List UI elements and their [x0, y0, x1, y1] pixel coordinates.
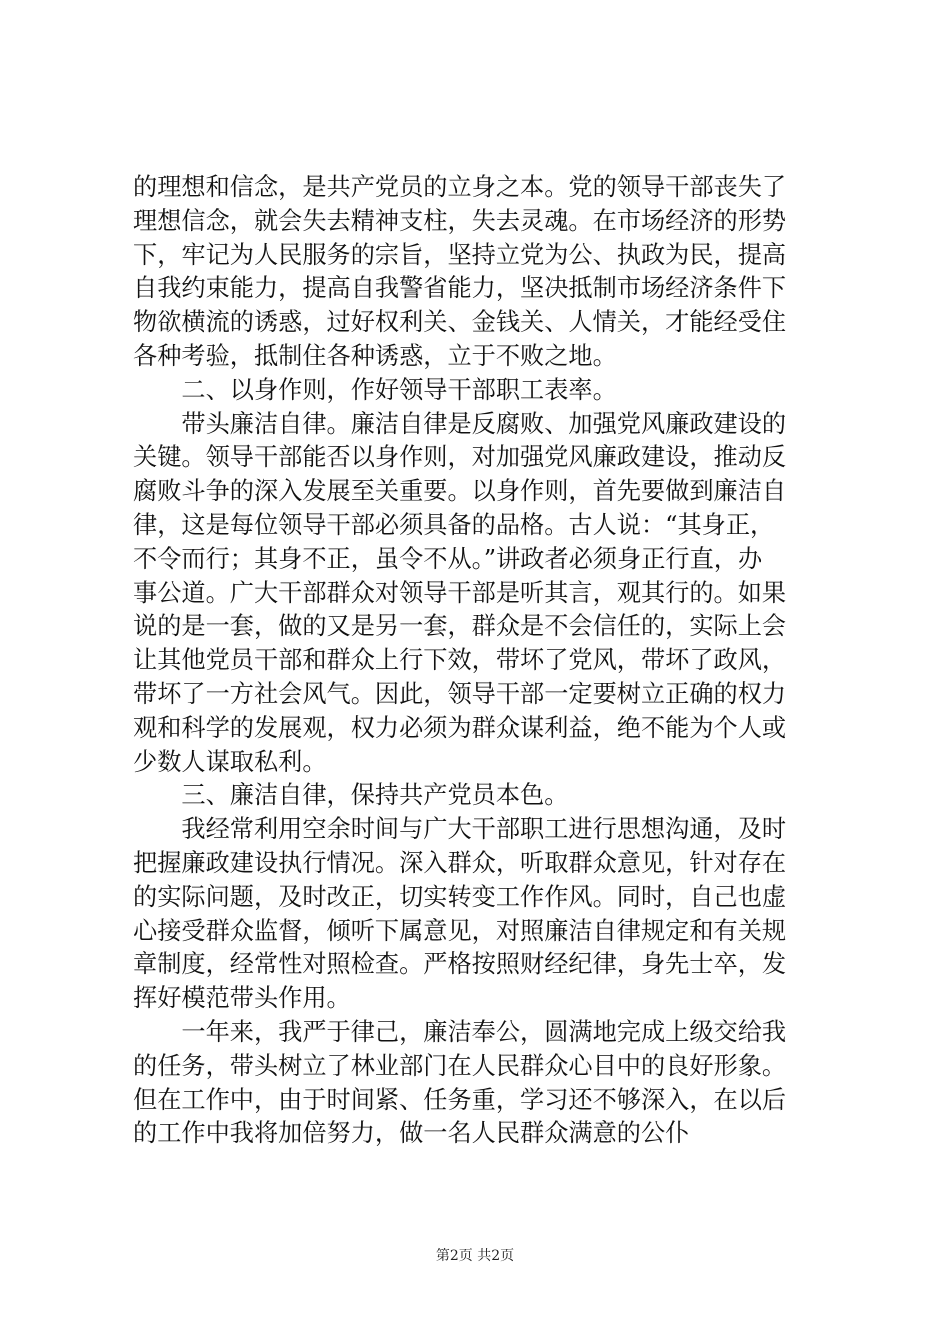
text-line: 不令而行；其身不正，虽令不从。”讲政者必须身正行直，办: [133, 544, 763, 573]
section-heading: 二、以身作则，作好领导干部职工表率。: [133, 375, 617, 404]
page-number-footer: 第2页 共2页: [435, 1248, 515, 1264]
text-line: 把握廉政建设执行情况。深入群众，听取群众意见，针对存在: [133, 848, 787, 877]
text-line: 理想信念，就会失去精神支柱，失去灵魂。在市场经济的形势: [133, 206, 787, 235]
text-line: 事公道。广大干部群众对领导干部是听其言，观其行的。如果: [133, 578, 787, 607]
text-line: 带头廉洁自律。廉洁自律是反腐败、加强党风廉政建设的: [133, 409, 787, 438]
text-line: 的任务，带头树立了林业部门在人民群众心目中的良好形象。: [133, 1051, 787, 1080]
text-line: 各种考验，抵制住各种诱惑，立于不败之地。: [133, 341, 617, 370]
text-line: 腐败斗争的深入发展至关重要。以身作则，首先要做到廉洁自: [133, 477, 787, 506]
text-line: 物欲横流的诱惑，过好权利关、金钱关、人情关，才能经受住: [133, 308, 787, 337]
text-line: 我经常利用空余时间与广大干部职工进行思想沟通，及时: [133, 815, 787, 844]
text-line: 带坏了一方社会风气。因此，领导干部一定要树立正确的权力: [133, 679, 787, 708]
section-heading: 三、廉洁自律，保持共产党员本色。: [133, 781, 569, 810]
text-line: 心接受群众监督，倾听下属意见，对照廉洁自律规定和有关规: [133, 916, 787, 945]
text-line: 少数人谋取私利。: [133, 747, 327, 776]
text-line: 的实际问题，及时改正，切实转变工作作风。同时，自己也虚: [133, 882, 787, 911]
text-line: 挥好模范带头作用。: [133, 984, 351, 1013]
text-line: 章制度，经常性对照检查。严格按照财经纪律，身先士卒，发: [133, 950, 787, 979]
text-line: 的工作中我将加倍努力，做一名人民群众满意的公仆: [133, 1119, 690, 1148]
text-line: 的理想和信念，是共产党员的立身之本。党的领导干部丧失了: [133, 173, 787, 201]
text-line: 自我约束能力，提高自我警省能力，坚决抵制市场经济条件下: [133, 274, 787, 303]
document-body: [133, 171, 819, 1151]
text-line: 律，这是每位领导干部必须具备的品格。古人说：“其身正，: [133, 510, 775, 539]
text-line: 让其他党员干部和群众上行下效，带坏了党风，带坏了政风，: [133, 646, 787, 675]
text-line: 一年来，我严于律己，廉洁奉公，圆满地完成上级交给我: [133, 1017, 787, 1046]
text-line: 观和科学的发展观，权力必须为群众谋利益，绝不能为个人或: [133, 713, 787, 742]
text-line: 但在工作中，由于时间紧、任务重，学习还不够深入，在以后: [133, 1085, 787, 1114]
text-line: 下，牢记为人民服务的宗旨，坚持立党为公、执政为民，提高: [133, 240, 787, 269]
text-line: 说的是一套，做的又是另一套，群众是不会信任的，实际上会: [133, 612, 787, 641]
text-line: 关键。领导干部能否以身作则，对加强党风廉政建设，推动反: [133, 443, 787, 472]
